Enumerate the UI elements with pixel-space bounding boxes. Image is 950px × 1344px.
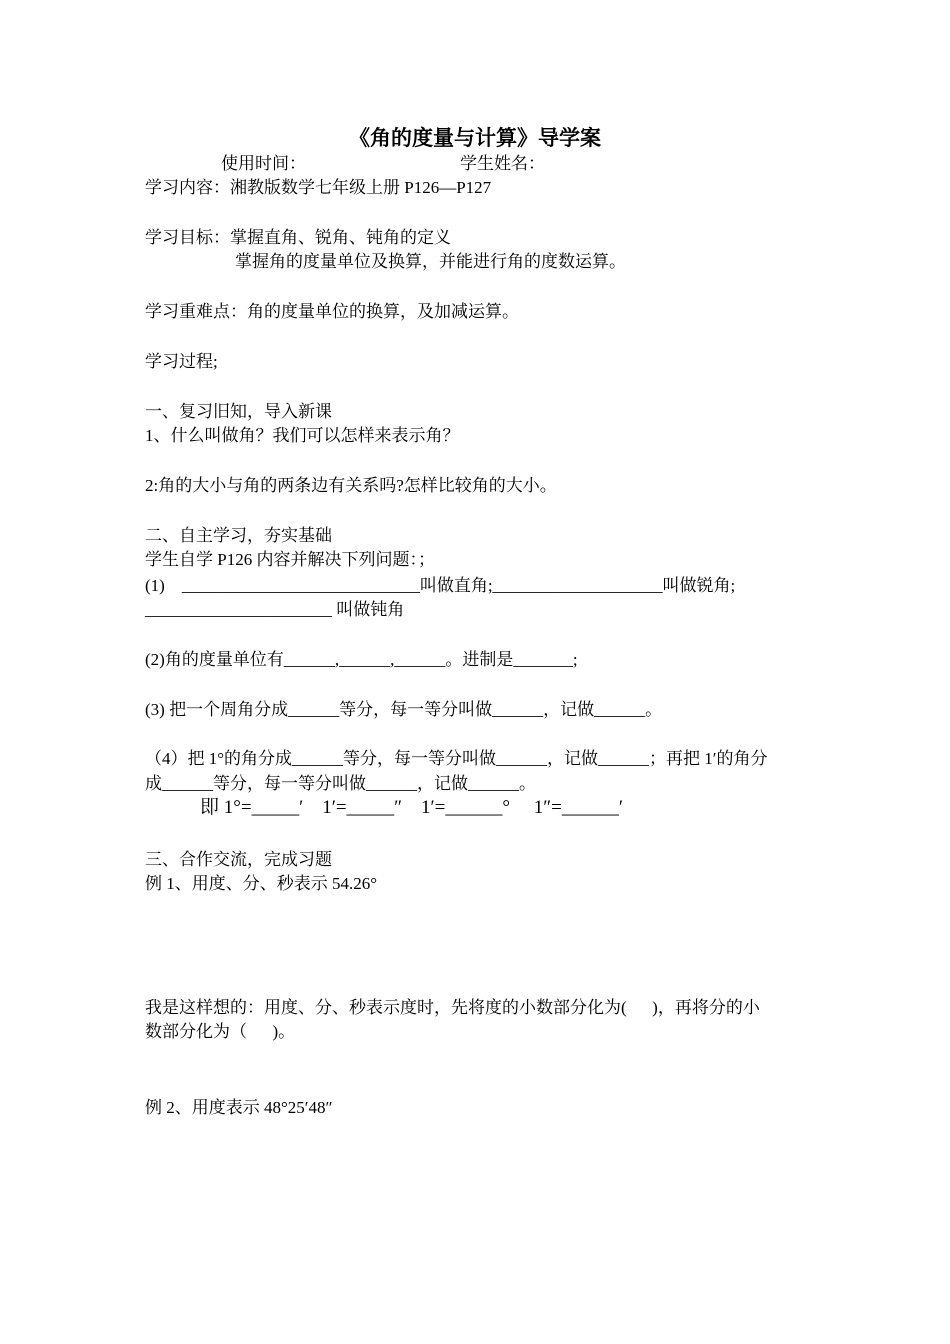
reasoning-line-2: 数部分化为（ )。 <box>145 1022 296 1041</box>
self-study-instruction: 学生自学 P126 内容并解决下列问题：； <box>145 550 435 569</box>
student-name-label: 学生姓名： <box>460 154 545 173</box>
question-1: 1、什么叫做角？我们可以怎样来表示角？ <box>145 426 460 445</box>
section-three-heading: 三、合作交流，完成习题 <box>145 850 332 869</box>
exercise-2: (2)角的度量单位有______,______,______。进制是_______; <box>145 650 578 669</box>
example-2: 例 2、用度表示 48°25′48″ <box>145 1098 333 1117</box>
key-points: 学习重难点：角的度量单位的换算，及加减运算。 <box>145 302 519 321</box>
reasoning-line-1: 我是这样想的：用度、分、秒表示度时，先将度的小数部分化为( )，再将分的小 <box>145 998 760 1017</box>
example-1: 例 1、用度、分、秒表示 54.26° <box>145 874 378 893</box>
question-2: 2:角的大小与角的两条边有关系吗?怎样比较角的大小。 <box>145 476 557 495</box>
section-one-heading: 一、复习旧知，导入新课 <box>145 402 332 421</box>
section-two-heading: 二、自主学习，夯实基础 <box>145 526 332 545</box>
use-time-label: 使用时间： <box>221 154 306 173</box>
unit-conversion-line: 即 1°=_____′ 1′=_____″ 1′=______° 1″=______′ <box>200 797 624 818</box>
exercise-1-line-1: (1) ____________________________叫做直角;____________________叫做锐角; <box>145 576 736 595</box>
exercise-3: (3) 把一个周角分成______等分，每一等分叫做______，记做______。 <box>145 700 663 719</box>
exercise-1-line-2: ______________________ 叫做钝角 <box>145 600 405 619</box>
study-goal-2: 掌握角的度量单位及换算，并能进行角的度数运算。 <box>235 252 626 271</box>
exercise-4-line-2: 成______等分，每一等分叫做______，记做______。 <box>145 774 536 793</box>
study-goal: 学习目标：掌握直角、锐角、钝角的定义 <box>145 228 451 247</box>
study-process: 学习过程; <box>145 352 218 371</box>
study-content: 学习内容：湘教版数学七年级上册 P126—P127 <box>145 178 492 197</box>
document-title: 《角的度量与计算》导学案 <box>349 126 601 150</box>
exercise-4-line-1: （4）把 1°的角分成______等分，每一等分叫做______，记做______；再把 1′的角分 <box>145 749 768 768</box>
